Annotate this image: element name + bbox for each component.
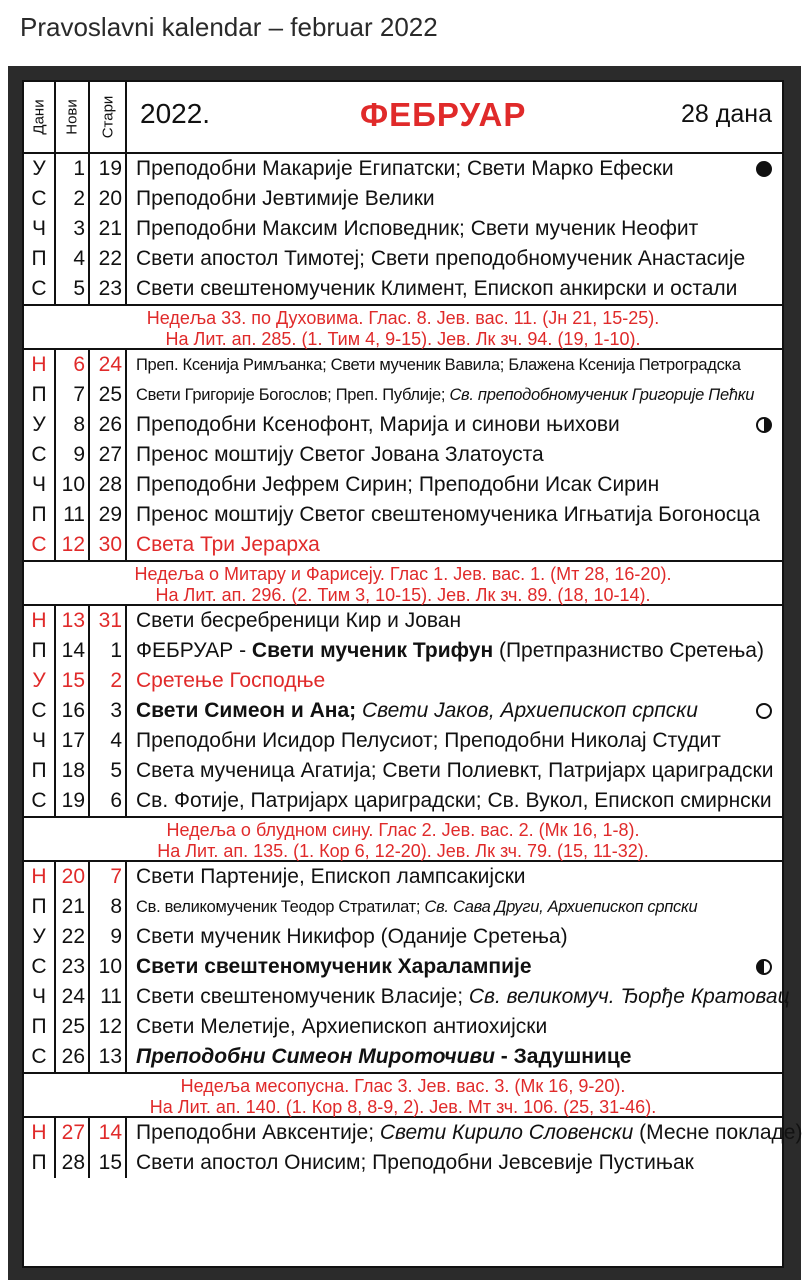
day-row <box>24 922 782 952</box>
day-of-week: П <box>24 892 56 922</box>
old-style-date: 6 <box>90 786 127 816</box>
day-row <box>24 606 782 636</box>
day-of-week: С <box>24 440 56 470</box>
feast-segment: Свети апостол Тимотеј; Свети преподобномученик Анастасије <box>136 247 746 270</box>
feast-segment: Преп. Ксенија Римљанка; Свети мученик Вавила; Блажена Ксенија Петроградска <box>136 356 741 374</box>
old-style-date: 4 <box>90 726 127 756</box>
feast-segment: - Задушнице <box>494 1045 632 1068</box>
new-style-date: 15 <box>56 666 90 696</box>
day-row <box>24 666 782 696</box>
old-style-date: 9 <box>90 922 127 952</box>
feast-text <box>127 470 782 500</box>
feast-text <box>127 666 782 696</box>
day-row <box>24 530 782 560</box>
feast-segment: Св. великомуч. Ђорђе Кратовац <box>468 985 790 1008</box>
sunday-reading-note <box>24 560 782 606</box>
feast-segment: (Месне покладе) <box>633 1121 803 1144</box>
full-moon-icon <box>756 161 772 177</box>
old-style-date: 11 <box>90 982 127 1012</box>
feast-segment: Свети бесребреници Кир и Јован <box>136 609 462 632</box>
reading-line: На Лит. ап. 135. (1. Кор 6, 12-20). Јев. Лк зч. 79. (15, 11-32). <box>157 841 649 861</box>
reading-line: Недеља о блудном сину. Глас 2. Јев. вас. 2. (Мк 16, 1-8). <box>166 820 640 840</box>
sunday-reading-note <box>24 1072 782 1118</box>
feast-segment: Свети Партеније, Епископ лампсакијски <box>136 865 526 888</box>
old-style-date: 10 <box>90 952 127 982</box>
new-style-date: 11 <box>56 500 90 530</box>
feast-text <box>127 184 782 214</box>
new-style-date: 26 <box>56 1042 90 1072</box>
old-style-date: 5 <box>90 756 127 786</box>
column-header-new-label: Нови <box>63 99 81 135</box>
feast-text <box>127 726 782 756</box>
new-style-date: 3 <box>56 214 90 244</box>
old-style-date: 13 <box>90 1042 127 1072</box>
page-title: Pravoslavni kalendar – februar 2022 <box>20 12 438 42</box>
day-of-week: У <box>24 922 56 952</box>
day-of-week: У <box>24 666 56 696</box>
feast-segment: Свети свештеномученик Харалампије <box>136 955 532 978</box>
day-of-week: С <box>24 274 56 304</box>
feast-text <box>127 530 782 560</box>
new-style-date: 8 <box>56 410 90 440</box>
day-of-week: Ч <box>24 470 56 500</box>
new-style-date: 4 <box>56 244 90 274</box>
day-row <box>24 214 782 244</box>
day-row <box>24 154 782 184</box>
day-row <box>24 1148 782 1178</box>
calendar-year: 2022. <box>140 98 211 129</box>
feast-segment: Преподобни Јефрем Сирин; Преподобни Исак Сирин <box>136 473 660 496</box>
day-of-week: П <box>24 1148 56 1178</box>
old-style-date: 20 <box>90 184 127 214</box>
day-row <box>24 500 782 530</box>
day-of-week: Н <box>24 862 56 892</box>
feast-segment: Света Три Јерарха <box>136 533 320 556</box>
day-of-week: Н <box>24 606 56 636</box>
old-style-date: 3 <box>90 696 127 726</box>
day-row <box>24 696 782 726</box>
calendar-header <box>24 82 782 154</box>
reading-line: На Лит. ап. 285. (1. Тим 4, 9-15). Јев. Лк зч. 94. (19, 1-10). <box>165 329 641 349</box>
feast-segment: Св. преподобномученик Григорије Пећки <box>449 386 755 404</box>
reading-line: На Лит. ап. 140. (1. Кор 8, 8-9, 2). Јев. Мт зч. 106. (25, 31-46). <box>149 1097 657 1117</box>
feast-segment: Свети Мелетије, Архиепископ антиохијски <box>136 1015 548 1038</box>
old-style-date: 26 <box>90 410 127 440</box>
day-of-week: Ч <box>24 982 56 1012</box>
day-of-week: П <box>24 500 56 530</box>
old-style-date: 30 <box>90 530 127 560</box>
day-of-week: П <box>24 244 56 274</box>
feast-text <box>127 756 782 786</box>
day-row <box>24 1042 782 1072</box>
feast-text <box>127 1012 782 1042</box>
feast-text <box>127 1118 803 1148</box>
day-of-week: Н <box>24 350 56 380</box>
feast-segment: Свети Симеон и Ана; <box>136 699 357 722</box>
new-style-date: 6 <box>56 350 90 380</box>
feast-text <box>127 380 782 410</box>
new-style-date: 23 <box>56 952 90 982</box>
feast-segment: Преподобни Исидор Пелусиот; Преподобни Николај Студит <box>136 729 721 752</box>
old-style-date: 21 <box>90 214 127 244</box>
day-of-week: П <box>24 756 56 786</box>
old-style-date: 8 <box>90 892 127 922</box>
feast-text <box>127 410 782 440</box>
new-style-date: 18 <box>56 756 90 786</box>
feast-segment: Св. Сава Други, Архиепископ српски <box>424 898 698 916</box>
feast-segment: Свети Кирило Словенски <box>379 1121 634 1144</box>
day-of-week: С <box>24 530 56 560</box>
feast-segment: Преподобни Јевтимије Велики <box>136 187 435 210</box>
feast-text <box>127 862 782 892</box>
new-style-date: 1 <box>56 154 90 184</box>
feast-segment: Пренос моштију Светог Јована Златоуста <box>136 443 544 466</box>
new-style-date: 20 <box>56 862 90 892</box>
feast-segment: Свети мученик Трифун <box>251 639 494 662</box>
day-of-week: Ч <box>24 214 56 244</box>
feast-segment: Свети свештеномученик Климент, Епископ анкирски и остали <box>136 277 738 300</box>
feast-text <box>127 244 782 274</box>
old-style-date: 19 <box>90 154 127 184</box>
old-style-date: 15 <box>90 1148 127 1178</box>
calendar-month: ФЕБРУАР <box>360 96 527 133</box>
old-style-date: 23 <box>90 274 127 304</box>
day-row <box>24 274 782 304</box>
sunday-reading-note <box>24 816 782 862</box>
new-style-date: 22 <box>56 922 90 952</box>
column-header-new <box>56 82 90 152</box>
day-row <box>24 380 782 410</box>
day-row <box>24 982 790 1012</box>
feast-text <box>127 952 782 982</box>
feast-segment: Св. Фотије, Патријарх цариградски; Св. Вукол, Епископ смирнски <box>136 789 772 812</box>
feast-text <box>127 696 782 726</box>
feast-segment: Преподобни Макарије Египатски; Свети Марко Ефески <box>136 157 674 180</box>
old-style-date: 31 <box>90 606 127 636</box>
day-row <box>24 184 782 214</box>
new-style-date: 24 <box>56 982 90 1012</box>
old-style-date: 7 <box>90 862 127 892</box>
feast-text <box>127 500 782 530</box>
day-row <box>24 636 782 666</box>
new-style-date: 13 <box>56 606 90 636</box>
day-row <box>24 470 782 500</box>
old-style-date: 28 <box>90 470 127 500</box>
day-row <box>24 952 782 982</box>
column-header-days <box>24 82 56 152</box>
new-style-date: 28 <box>56 1148 90 1178</box>
day-row <box>24 1118 803 1148</box>
day-row <box>24 440 782 470</box>
day-of-week: С <box>24 696 56 726</box>
feast-segment: Преподобни Авксентије; <box>136 1121 380 1144</box>
old-style-date: 1 <box>90 636 127 666</box>
first-quarter-moon-icon <box>756 959 772 975</box>
new-style-date: 10 <box>56 470 90 500</box>
day-of-week: С <box>24 786 56 816</box>
feast-text <box>127 1148 782 1178</box>
day-row <box>24 862 782 892</box>
new-style-date: 19 <box>56 786 90 816</box>
feast-text <box>127 892 782 922</box>
new-style-date: 25 <box>56 1012 90 1042</box>
feast-text <box>127 786 782 816</box>
new-style-date: 2 <box>56 184 90 214</box>
feast-segment: ФЕБРУАР - <box>136 639 252 662</box>
day-of-week: Ч <box>24 726 56 756</box>
day-row <box>24 244 782 274</box>
new-style-date: 21 <box>56 892 90 922</box>
sunday-reading-note <box>24 304 782 350</box>
new-moon-icon <box>756 703 772 719</box>
feast-segment: (Претпразниство Сретења) <box>493 639 764 662</box>
old-style-date: 14 <box>90 1118 127 1148</box>
day-of-week: П <box>24 636 56 666</box>
feast-text <box>127 606 782 636</box>
feast-text <box>127 274 782 304</box>
new-style-date: 17 <box>56 726 90 756</box>
old-style-date: 2 <box>90 666 127 696</box>
column-header-old-label: Стари <box>99 95 116 139</box>
feast-text <box>127 350 782 380</box>
feast-segment: Свети Григорије Богослов; Преп. Публије; <box>136 386 450 404</box>
old-style-date: 27 <box>90 440 127 470</box>
feast-segment: Преподобни Ксенофонт, Марија и синови њихови <box>136 413 620 436</box>
day-of-week: С <box>24 1042 56 1072</box>
day-of-week: Н <box>24 1118 56 1148</box>
reading-line: Недеља 33. по Духовима. Глас. 8. Јев. вас. 11. (Јн 21, 15-25). <box>146 308 660 328</box>
new-style-date: 5 <box>56 274 90 304</box>
reading-line: На Лит. ап. 296. (2. Тим 3, 10-15). Јев. Лк зч. 89. (18, 10-14). <box>155 585 651 605</box>
feast-segment: Преподобни Максим Исповедник; Свети мученик Неофит <box>136 217 699 240</box>
calendar-days-count: 28 дана <box>681 100 772 128</box>
column-header-days-label: Дани <box>30 99 48 135</box>
day-row <box>24 756 782 786</box>
feast-text <box>127 922 782 952</box>
day-row <box>24 410 782 440</box>
day-of-week: У <box>24 154 56 184</box>
old-style-date: 12 <box>90 1012 127 1042</box>
day-of-week: С <box>24 952 56 982</box>
feast-text <box>127 1042 782 1072</box>
feast-segment: Свети Јаков, Архиепископ српски <box>356 699 698 722</box>
new-style-date: 16 <box>56 696 90 726</box>
feast-segment: Сретење Господње <box>136 669 326 692</box>
feast-segment: Свети апостол Онисим; Преподобни Јевсевије Пустињак <box>136 1151 694 1174</box>
feast-text <box>127 982 790 1012</box>
last-quarter-moon-icon <box>756 417 772 433</box>
day-row <box>24 726 782 756</box>
feast-segment: Свети мученик Никифор (Оданије Сретења) <box>136 925 568 948</box>
feast-segment: Св. великомученик Теодор Стратилат; <box>136 898 425 916</box>
feast-segment: Пренос моштију Светог свештеномученика Игњатија Богоносца <box>136 503 760 526</box>
feast-segment: Света мученица Агатија; Свети Полиевкт, Патријарх цариградски <box>136 759 774 782</box>
feast-text <box>127 154 782 184</box>
new-style-date: 9 <box>56 440 90 470</box>
old-style-date: 25 <box>90 380 127 410</box>
feast-text <box>127 440 782 470</box>
new-style-date: 27 <box>56 1118 90 1148</box>
old-style-date: 22 <box>90 244 127 274</box>
new-style-date: 7 <box>56 380 90 410</box>
feast-segment: Преподобни Симеон Мироточиви <box>136 1045 495 1068</box>
reading-line: Недеља месопусна. Глас 3. Јев. вас. 3. (Мк 16, 9-20). <box>180 1076 626 1096</box>
feast-text <box>127 636 782 666</box>
old-style-date: 24 <box>90 350 127 380</box>
feast-segment: Свети свештеномученик Власије; <box>136 985 469 1008</box>
new-style-date: 14 <box>56 636 90 666</box>
day-row <box>24 350 782 380</box>
day-row <box>24 786 782 816</box>
feast-text <box>127 214 782 244</box>
old-style-date: 29 <box>90 500 127 530</box>
column-header-old <box>90 82 127 152</box>
day-row <box>24 892 782 922</box>
new-style-date: 12 <box>56 530 90 560</box>
day-row <box>24 1012 782 1042</box>
day-of-week: П <box>24 380 56 410</box>
calendar-body <box>24 154 803 1178</box>
day-of-week: С <box>24 184 56 214</box>
day-of-week: П <box>24 1012 56 1042</box>
day-of-week: У <box>24 410 56 440</box>
reading-line: Недеља о Митару и Фарисеју. Глас 1. Јев. вас. 1. (Мт 28, 16-20). <box>134 564 672 584</box>
calendar-table <box>22 80 803 1268</box>
